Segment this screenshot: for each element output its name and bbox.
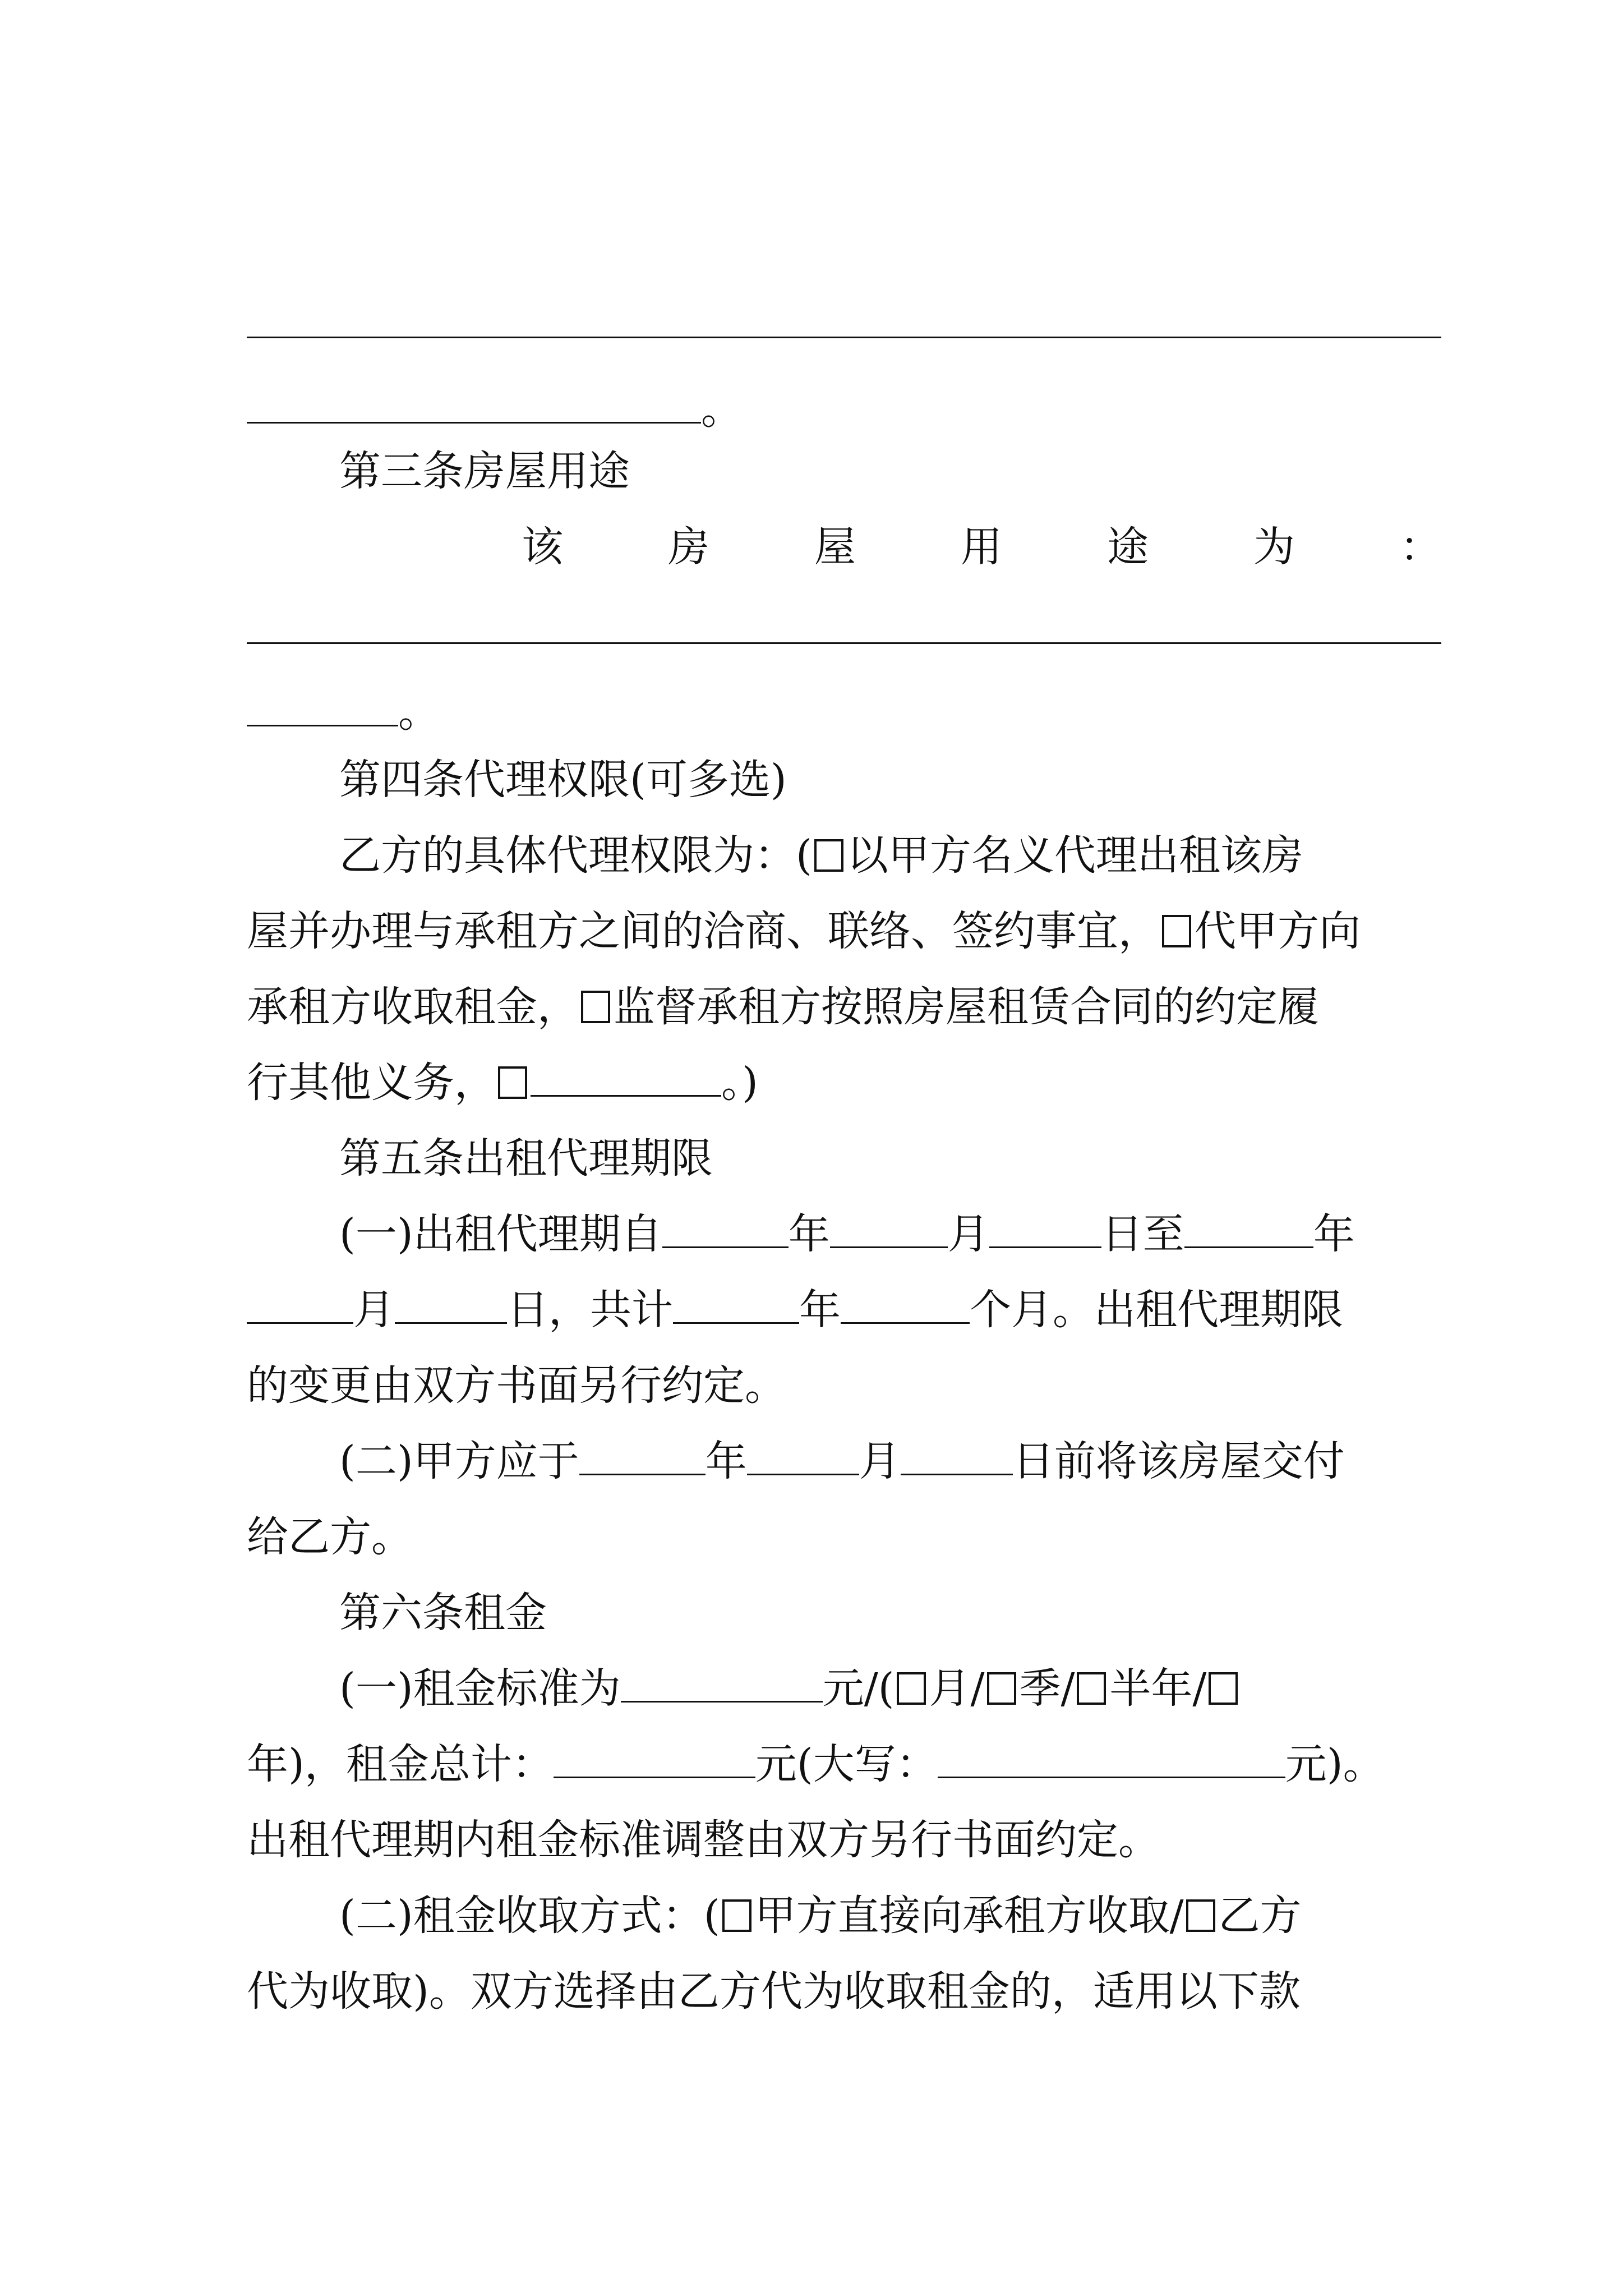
article5-p1-line2: 月 日，共计 年 个月。出租代理期限 [247, 1282, 1441, 1338]
usage-end-line: 。 [247, 684, 1441, 740]
fill-blank[interactable] [554, 1742, 755, 1778]
fill-blank[interactable] [621, 1666, 823, 1703]
article4-line2: 屋并办理与承租方之间的洽商、联络、签约事宜， 代甲方向 [247, 907, 1361, 955]
fill-blank[interactable] [989, 1212, 1101, 1248]
article6-p1-line3: 出租代理期内租金标准调整由双方另行书面约定。 [247, 1816, 1160, 1864]
checkbox-collect-rent[interactable] [1162, 915, 1191, 947]
usage-blank-line[interactable] [247, 642, 1441, 644]
article5-heading: 第五条出租代理期限 [339, 1134, 713, 1182]
article4-line1: 乙方的具体代理权限为：( 以甲方名义代理出租该房 [339, 831, 1303, 880]
article4-line4: 行其他义务， 。) [247, 1059, 758, 1107]
checkbox-per-halfyear[interactable] [1077, 1672, 1106, 1705]
checkbox-agent-collect[interactable] [1186, 1899, 1215, 1932]
fill-blank[interactable] [830, 1212, 948, 1248]
checkbox-supervise[interactable] [581, 991, 610, 1023]
checkbox-per-year[interactable] [1209, 1672, 1238, 1705]
fill-blank[interactable] [531, 1060, 721, 1097]
article5-p1-line3: 的变更由双方书面另行约定。 [247, 1361, 786, 1410]
article4-line3: 承租方收取租金， 监督承租方按照房屋租赁合同的约定履 [247, 983, 1319, 1031]
fill-blank[interactable] [579, 1439, 706, 1475]
article3-heading: 第三条房屋用途 [339, 447, 630, 495]
fill-blank[interactable] [841, 1287, 970, 1324]
fill-blank[interactable] [247, 1287, 353, 1324]
fill-blank[interactable] [395, 1287, 507, 1324]
fill-blank[interactable] [247, 387, 701, 424]
continuation-line [247, 381, 1441, 438]
fill-blank[interactable] [747, 1439, 859, 1475]
article5-p1-line1: (一)出租代理期自 年 月 日至 年 [339, 1210, 1355, 1258]
article4-heading: 第四条代理权限(可多选) [339, 756, 787, 804]
checkbox-per-quarter[interactable] [987, 1672, 1016, 1705]
fill-blank[interactable] [673, 1287, 799, 1324]
blank-line[interactable] [247, 337, 1441, 338]
article5-p2-line2: 给乙方。 [247, 1513, 413, 1561]
article6-heading: 第六条租金 [339, 1589, 547, 1637]
checkbox-other[interactable] [498, 1066, 527, 1099]
article6-p2-line2: 代为收取)。双方选择由乙方代为收取租金的，适用以下款 [247, 1967, 1301, 2016]
checkbox-direct-collect[interactable] [722, 1899, 751, 1932]
article6-p1-line2: 年)，租金总计： 元(大写： 元)。 [247, 1740, 1385, 1788]
fill-blank[interactable] [247, 690, 398, 726]
article5-p2-line1: (二)甲方应于 年 月 日前将该房屋交付 [339, 1437, 1345, 1485]
fill-blank[interactable] [901, 1439, 1013, 1475]
article6-p1-line1: (一)租金标准为 元/( 月/ 季/ 半年/ [339, 1660, 1534, 1717]
article6-p2-line1: (二)租金收取方式：( 甲方直接向承租方收取/ 乙方 [339, 1892, 1302, 1940]
period: 。 [701, 385, 743, 434]
checkbox-lease-in-name[interactable] [814, 839, 843, 872]
article3-usage-line: 该 房 屋 用 途 为 ： [522, 523, 1441, 571]
fill-blank[interactable] [662, 1212, 789, 1248]
fill-blank[interactable] [1184, 1212, 1313, 1248]
checkbox-per-month[interactable] [897, 1672, 926, 1705]
fill-blank[interactable] [938, 1742, 1285, 1778]
